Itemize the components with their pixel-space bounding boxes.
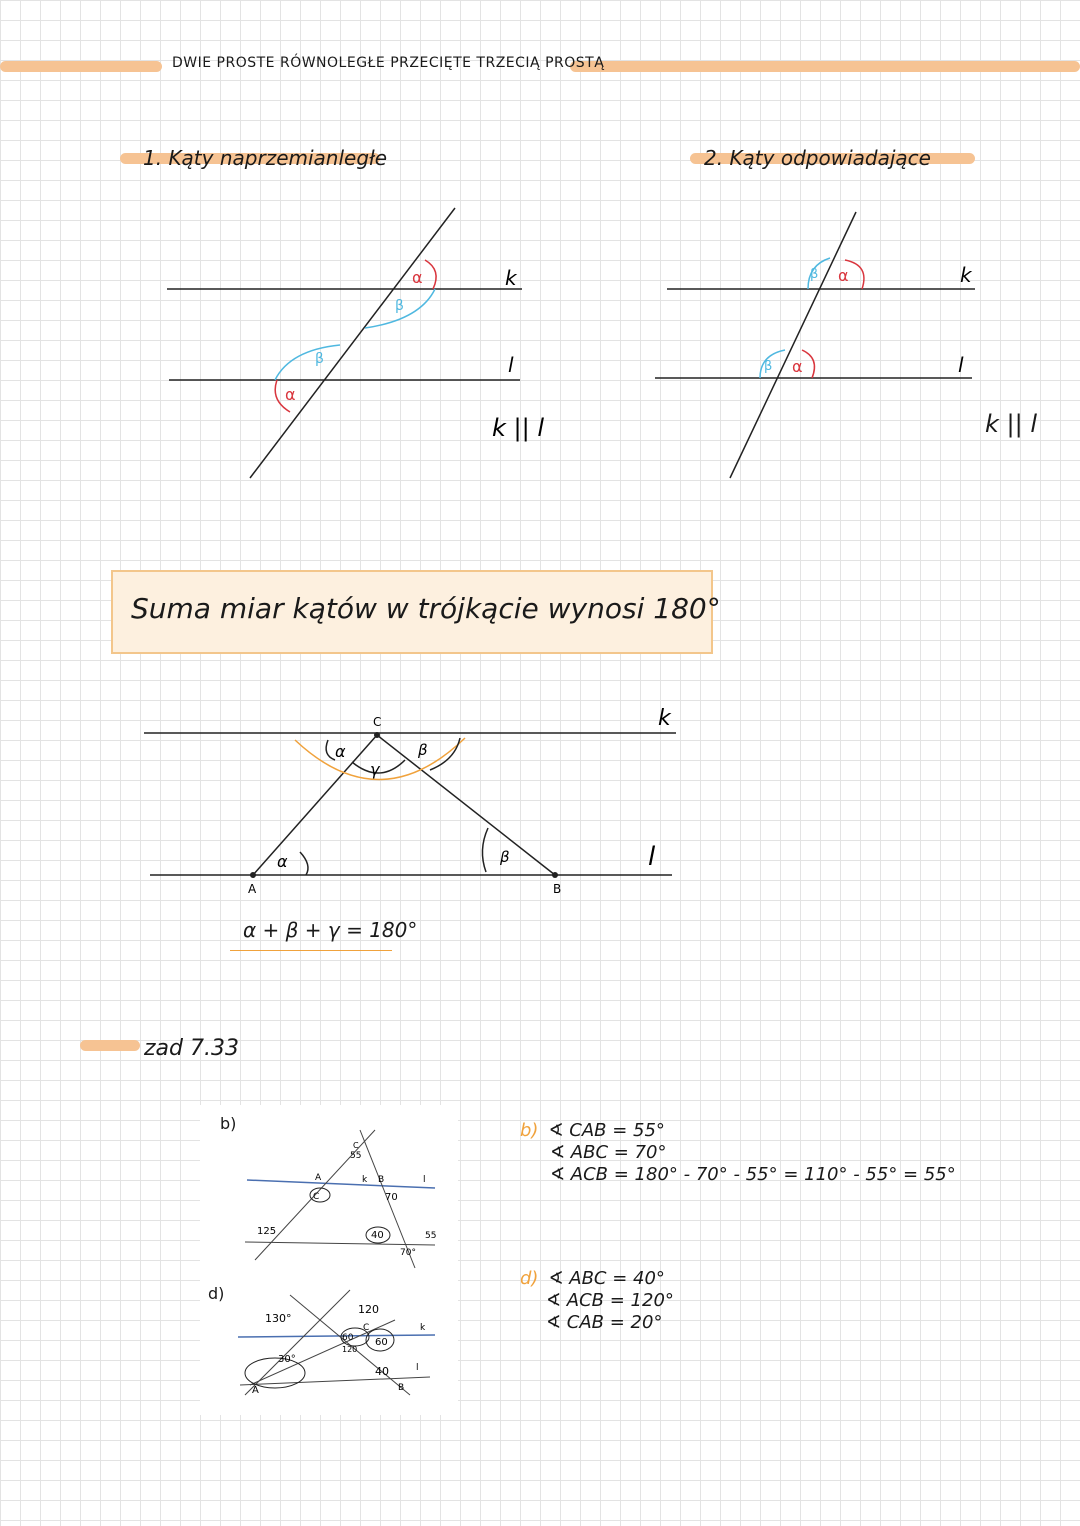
beta-label-bottom: β [764, 359, 773, 374]
svg-text:C: C [363, 1323, 370, 1333]
alpha-arc-bottom [802, 350, 814, 378]
answer-b-line-2: ∢ ABC = 70° [550, 1142, 667, 1163]
triangle-sum-rule-text: Suma miar kątów w trójkącie wynosi 180° [131, 592, 721, 625]
answer-d-line-1: ∢ ABC = 40° [548, 1268, 665, 1289]
beta-arc-c [430, 738, 460, 770]
svg-text:A: A [315, 1173, 322, 1183]
svg-text:l: l [416, 1363, 419, 1373]
section2-title: 2. Kąty odpowiadające [704, 146, 931, 170]
beta-arc-bottom [275, 345, 340, 380]
alpha-label-top: α [412, 268, 423, 287]
alpha-arc-top [425, 260, 436, 289]
section2-parallel-label: k || l [985, 410, 1037, 438]
answers-d [520, 1268, 674, 1334]
transversal [250, 208, 455, 478]
vertex-b-dot [552, 872, 558, 878]
vertex-b-label: B [553, 882, 562, 896]
formula-underline [230, 950, 392, 951]
svg-text:C: C [353, 1141, 359, 1150]
alternate-angles-diagram [150, 200, 570, 490]
svg-text:55: 55 [425, 1231, 437, 1241]
svg-text:B: B [378, 1175, 385, 1185]
part-b-label: b) [220, 1114, 237, 1133]
answer-d-line-2: ∢ ACB = 120° [546, 1290, 674, 1311]
transversal [730, 212, 856, 478]
vertex-a-dot [250, 872, 256, 878]
svg-text:40: 40 [375, 1365, 389, 1378]
svg-text:130°: 130° [265, 1312, 292, 1325]
svg-text:l: l [423, 1175, 426, 1185]
svg-text:125: 125 [257, 1226, 277, 1237]
answer-d-line-3: ∢ CAB = 20° [546, 1312, 663, 1333]
alpha-label-a: α [277, 852, 288, 871]
svg-text:k: k [420, 1323, 426, 1333]
label-k: k [960, 263, 972, 287]
svg-text:40: 40 [371, 1230, 384, 1241]
svg-text:C: C [313, 1192, 320, 1202]
triangle-sum-rule-box [111, 570, 721, 654]
alpha-label-c: α [335, 742, 346, 761]
svg-text:55: 55 [350, 1151, 362, 1161]
svg-text:30°: 30° [278, 1354, 296, 1365]
parallel-label: k || l [492, 414, 544, 442]
section1-title: 1. Kąty naprzemianległe [143, 146, 388, 170]
exercise-label-highlight [80, 1040, 140, 1051]
alpha-label-top: α [838, 266, 849, 285]
vertex-c-label: C [373, 715, 382, 729]
svg-text:A: A [252, 1385, 259, 1396]
part-d-label: d) [208, 1284, 225, 1303]
vertex-a-label: A [248, 882, 257, 896]
corresponding-angles-diagram [650, 200, 1050, 490]
alpha-arc-c [326, 740, 335, 760]
triangle-diagram [130, 700, 710, 950]
svg-text:60: 60 [375, 1337, 388, 1348]
svg-text:60: 60 [342, 1333, 354, 1343]
answer-b-line-3: ∢ ACB = 180° - 70° - 55° = 110° - 55° = 55° [550, 1164, 956, 1185]
answers-b-mark: b) [520, 1120, 539, 1141]
beta-label-c: β [418, 741, 428, 759]
alpha-label-bottom: α [792, 357, 803, 376]
alpha-arc-a [300, 852, 308, 875]
page-title: DWIE PROSTE RÓWNOLEGŁE PRZECIĘTE TRZECIĄ PROSTĄ [172, 55, 605, 71]
svg-text:B: B [398, 1383, 405, 1393]
gamma-label: γ [370, 760, 380, 779]
label-l: l [648, 842, 656, 872]
label-k: k [658, 706, 671, 731]
label-l: l [958, 353, 964, 377]
header-highlight-right [570, 61, 1080, 72]
exercise-d-figure [230, 1285, 445, 1405]
beta-arc-b [482, 828, 488, 872]
beta-label-top: β [810, 267, 819, 282]
beta-label-b: β [500, 848, 510, 866]
beta-label-top: β [395, 298, 404, 314]
vertex-c-dot [374, 732, 380, 738]
beta-label-bottom: β [315, 351, 324, 367]
label-k: k [505, 266, 517, 290]
svg-text:70°: 70° [400, 1248, 416, 1258]
side-cb [377, 735, 555, 875]
alpha-label-bottom: α [285, 385, 296, 404]
exercise-b-figure [235, 1120, 445, 1270]
exercise-label: zad 7.33 [144, 1036, 239, 1061]
triangle-formula: α + β + γ = 180° [243, 918, 418, 942]
header-highlight-left [0, 61, 162, 72]
answers-d-mark: d) [520, 1268, 539, 1289]
svg-text:70: 70 [385, 1192, 398, 1203]
svg-text:k: k [362, 1175, 368, 1185]
answers-b [520, 1120, 956, 1186]
answer-b-line-1: ∢ CAB = 55° [548, 1120, 665, 1141]
svg-text:120: 120 [342, 1345, 358, 1354]
label-l: l [508, 353, 514, 377]
svg-text:120: 120 [358, 1303, 379, 1316]
